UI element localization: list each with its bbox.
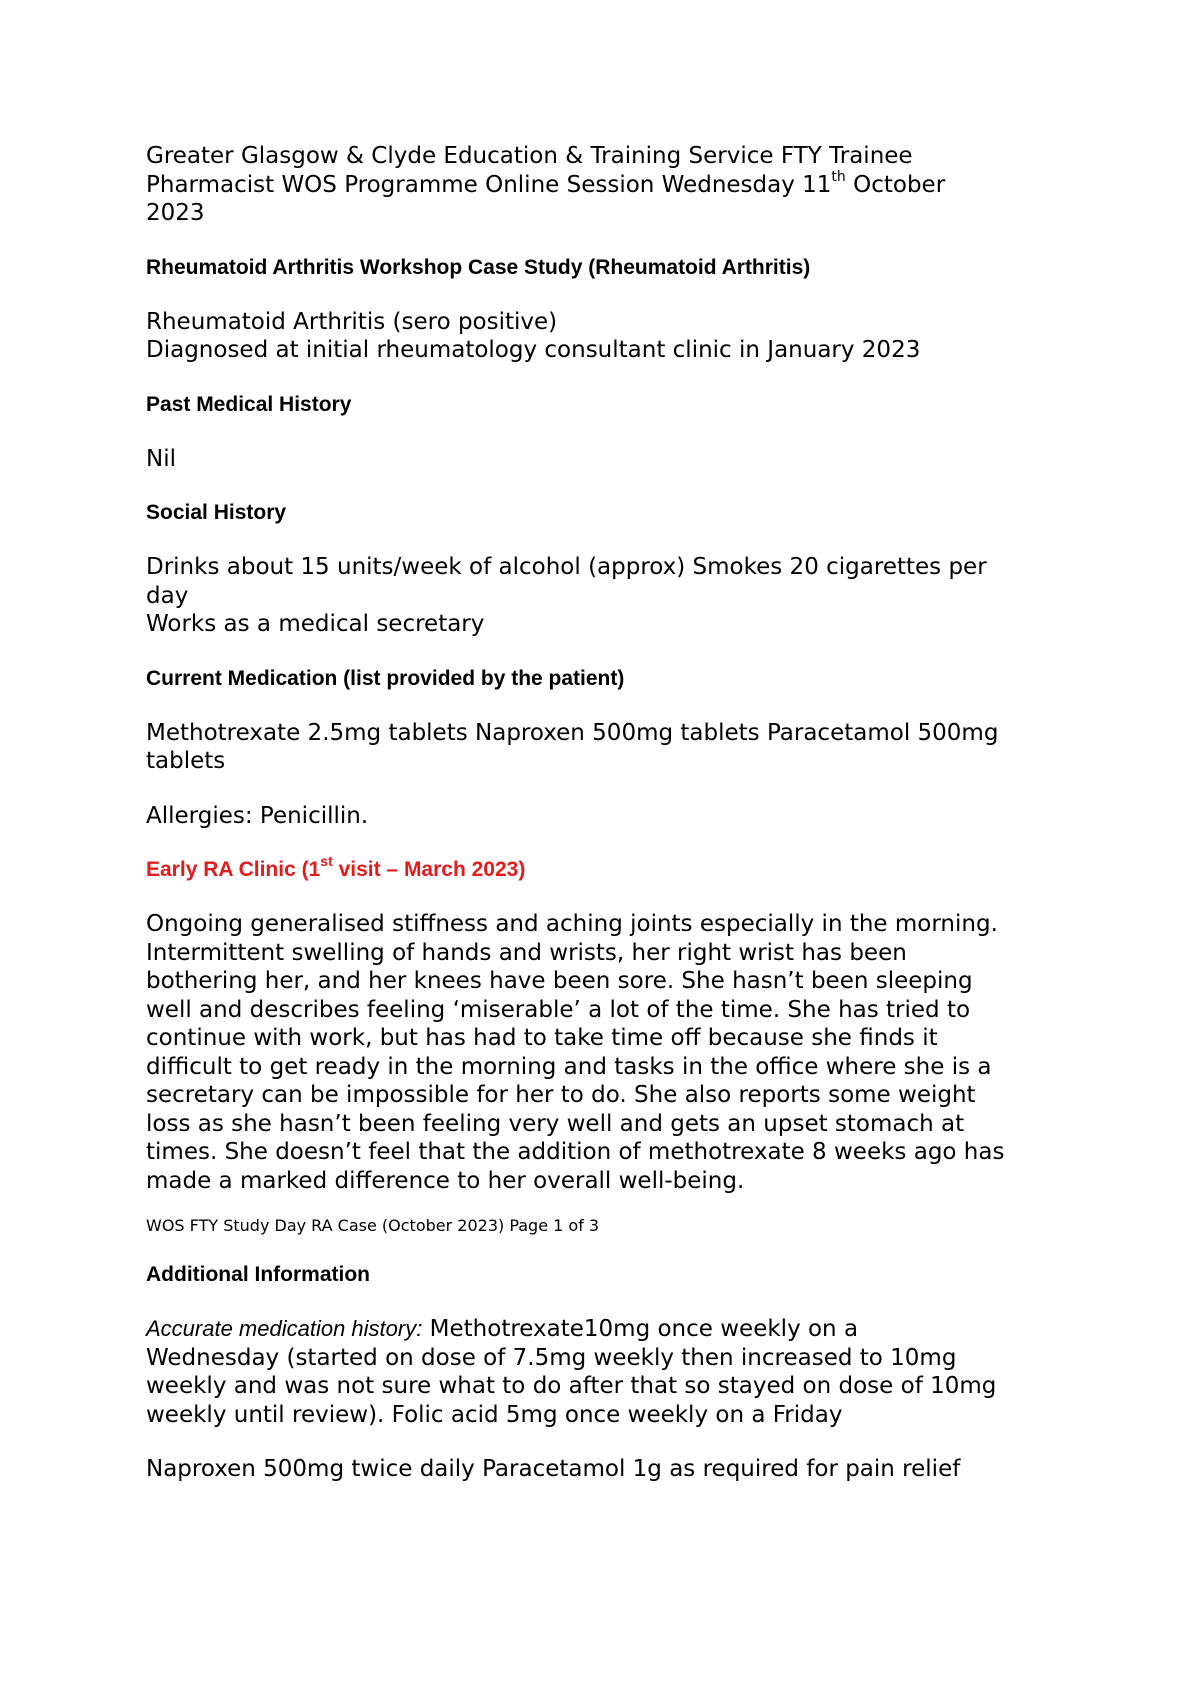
- narrative-line: Ongoing generalised stiffness and aching joints especially in the morning.: [146, 911, 998, 937]
- narrative-line: made a marked difference to her overall well-being.: [146, 1167, 745, 1194]
- narrative-line: Intermittent swelling of hands and wrists, her right wrist has been: [146, 939, 907, 966]
- narrative-line: well and describes feeling ‘miserable’ a lot of the time. She has tried to: [146, 996, 971, 1023]
- additional-line-4: weekly until review). Folic acid 5mg once weekly on a Friday: [146, 1401, 843, 1428]
- additional-line-1: Methotrexate10mg once weekly on a: [422, 1316, 859, 1342]
- current-medication-heading: Current Medication (list provided by the patient): [146, 666, 625, 690]
- ordinal-superscript: st: [320, 853, 333, 869]
- clinic-narrative: [146, 910, 1086, 1195]
- narrative-line: secretary can be impossible for her to do. She also reports some weight: [146, 1082, 976, 1108]
- narrative-line: bothering her, and her knees have been sore. She hasn’t been sleeping: [146, 968, 973, 994]
- social-history-text: [146, 553, 1086, 639]
- narrative-line: loss as she hasn’t been feeling very well and gets an upset stomach at: [146, 1110, 965, 1137]
- pmh-heading: Past Medical History: [146, 392, 352, 416]
- additional-line-3: weekly and was not sure what to do after that so stayed on dose of 10mg: [146, 1373, 997, 1399]
- clinic-heading-date: visit – March 2023): [332, 858, 526, 881]
- social-history-heading: Social History: [146, 501, 287, 524]
- narrative-line: difficult to get ready in the morning and tasks in the office where she is a: [146, 1053, 992, 1080]
- social-line-2: day: [146, 582, 189, 609]
- allergies: Allergies: Penicillin.: [146, 802, 369, 829]
- session-title-line-2: Pharmacist WOS Programme Online Session Wednesday 11: [146, 171, 832, 198]
- ordinal-superscript: th: [831, 168, 846, 185]
- session-title: [146, 142, 1086, 228]
- social-line-3: Works as a medical secretary: [146, 611, 485, 637]
- medication-line-2: tablets: [146, 748, 226, 774]
- narrative-line: times. She doesn’t feel that the addition of methotrexate 8 weeks ago has: [146, 1139, 1005, 1165]
- accurate-medication-history: [146, 1315, 1086, 1429]
- session-title-line-1: Greater Glasgow & Clyde Education & Training Service FTY Trainee: [146, 143, 913, 169]
- page-footer: WOS FTY Study Day RA Case (October 2023) Page 1 of 3: [146, 1216, 600, 1235]
- diagnosis: [146, 308, 1086, 365]
- diagnosis-line-1: Rheumatoid Arthritis (sero positive): [146, 308, 558, 335]
- additional-line-2: Wednesday (started on dose of 7.5mg weekly then increased to 10mg: [146, 1344, 957, 1371]
- clinic-heading-text: Early RA Clinic (1: [146, 858, 321, 881]
- diagnosis-line-2: Diagnosed at initial rheumatology consultant clinic in January 2023: [146, 337, 921, 363]
- session-title-year: 2023: [146, 200, 205, 226]
- social-line-1: Drinks about 15 units/week of alcohol (approx) Smokes 20 cigarettes per: [146, 554, 987, 580]
- current-medication-text: [146, 719, 1086, 776]
- accurate-medication-history-label: Accurate medication history:: [146, 1316, 423, 1341]
- early-ra-clinic-heading: [146, 853, 1086, 884]
- document-content: [146, 142, 1086, 1484]
- pmh-text: Nil: [146, 445, 176, 472]
- medication-line-1: Methotrexate 2.5mg tablets Naproxen 500mg tablets Paracetamol 500mg: [146, 719, 999, 746]
- naproxen-paracetamol-line: Naproxen 500mg twice daily Paracetamol 1g as required for pain relief: [146, 1456, 961, 1482]
- case-title: Rheumatoid Arthritis Workshop Case Study (Rheumatoid Arthritis): [146, 255, 811, 279]
- narrative-line: continue with work, but has had to take time off because she finds it: [146, 1025, 938, 1051]
- additional-information-heading: Additional Information: [146, 1263, 370, 1286]
- session-title-month: October: [845, 171, 946, 198]
